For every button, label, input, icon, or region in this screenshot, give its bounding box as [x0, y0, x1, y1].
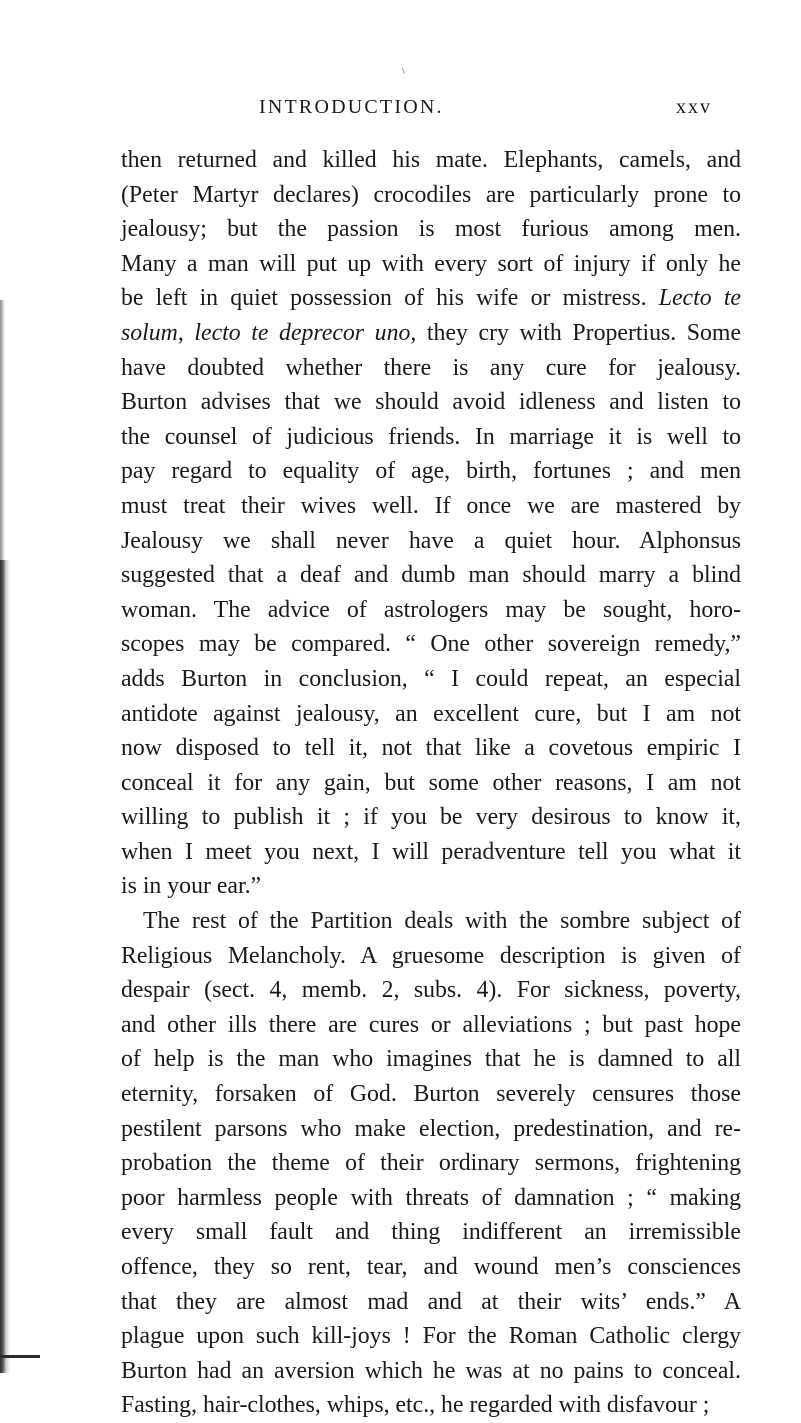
text-line: must treat their wives well. If once we are mastered by: [121, 492, 741, 519]
text-line: Burton had an aversion which he was at no pains to conceal.: [121, 1357, 741, 1384]
text-line: antidote against jealousy, an excellent cure, but I am not: [121, 700, 741, 727]
text-line: Burton advises that we should avoid idleness and listen to: [121, 389, 741, 416]
text-line: and other ills there are cures or alleviations ; but past hope: [121, 1011, 741, 1038]
text-line: of help is the man who imagines that he is damned to all: [121, 1046, 741, 1073]
text-line: Jealousy we shall never have a quiet hour. Alphonsus: [121, 527, 741, 554]
text-line: eternity, forsaken of God. Burton severely censures those: [121, 1081, 741, 1108]
page-number: xxv: [676, 96, 712, 118]
text-line: the counsel of judicious friends. In marriage it is well to: [121, 423, 741, 450]
text-line: suggested that a deaf and dumb man should marry a blind: [121, 562, 741, 589]
binding-shadow: [0, 300, 5, 560]
text-line: offence, they so rent, tear, and wound men’s consciences: [121, 1254, 741, 1280]
latin-quotation: solum, lecto te deprecor uno,: [121, 319, 417, 346]
text-line: that they are almost mad and at their wits’ ends.” A: [121, 1288, 741, 1315]
text-line: be left in quiet possession of his wife or mistress. Lecto te: [121, 285, 741, 312]
text-line: The rest of the Partition deals with the sombre subject of: [143, 908, 741, 935]
text-line: scopes may be compared. “ One other sovereign remedy,”: [121, 631, 741, 658]
binding-foot-mark: [0, 1355, 40, 1358]
text-line: despair (sect. 4, memb. 2, subs. 4). For sickness, poverty,: [121, 977, 741, 1004]
text-line: probation the theme of their ordinary sermons, frightening: [121, 1150, 741, 1177]
text-line: pay regard to equality of age, birth, fortunes ; and men: [121, 458, 741, 485]
text-line: adds Burton in conclusion, “ I could repeat, an especial: [121, 665, 741, 692]
text-line: woman. The advice of astrologers may be sought, horo-: [121, 596, 741, 623]
text-line: Religious Melancholy. A gruesome description is given of: [121, 942, 741, 969]
running-head: [0, 92, 801, 122]
text-line: pestilent parsons who make election, predestination, and re-: [121, 1115, 741, 1142]
text-line: then returned and killed his mate. Elephants, camels, and: [121, 147, 741, 173]
text-line: plague upon such kill-joys ! For the Roman Catholic clergy: [121, 1323, 741, 1350]
text-line: now disposed to tell it, not that like a covetous empiric I: [121, 735, 741, 762]
text-line: conceal it for any gain, but some other reasons, I am not: [121, 769, 741, 796]
text-line: solum, lecto te deprecor uno, they cry with Propertius. Some: [121, 319, 742, 346]
text-line: poor harmless people with threats of damnation ; “ making: [121, 1184, 741, 1211]
text-line: have doubted whether there is any cure for jealousy.: [121, 354, 741, 381]
text-line: (Peter Martyr declares) crocodiles are particularly prone to: [121, 181, 741, 208]
text-line: jealousy; but the passion is most furious among men.: [121, 216, 741, 243]
running-head-title: INTRODUCTION.: [259, 96, 444, 118]
text-line: is in your ear.”: [121, 873, 262, 900]
text-line: Fasting, hair-clothes, whips, etc., he regarded with disfavour ;: [121, 1392, 710, 1419]
text-line: Many a man will put up with every sort of injury if only he: [121, 250, 741, 277]
latin-quotation: Lecto te: [658, 285, 741, 312]
body-text: [121, 143, 741, 1423]
text-line: every small fault and thing indifferent an irremissible: [121, 1219, 741, 1246]
text-line: when I meet you next, I will peradventure tell you what it: [121, 838, 741, 865]
binding-edge: [0, 560, 10, 1373]
printer-mark: \: [402, 66, 405, 76]
text-line: willing to publish it ; if you be very desirous to know it,: [121, 804, 741, 831]
